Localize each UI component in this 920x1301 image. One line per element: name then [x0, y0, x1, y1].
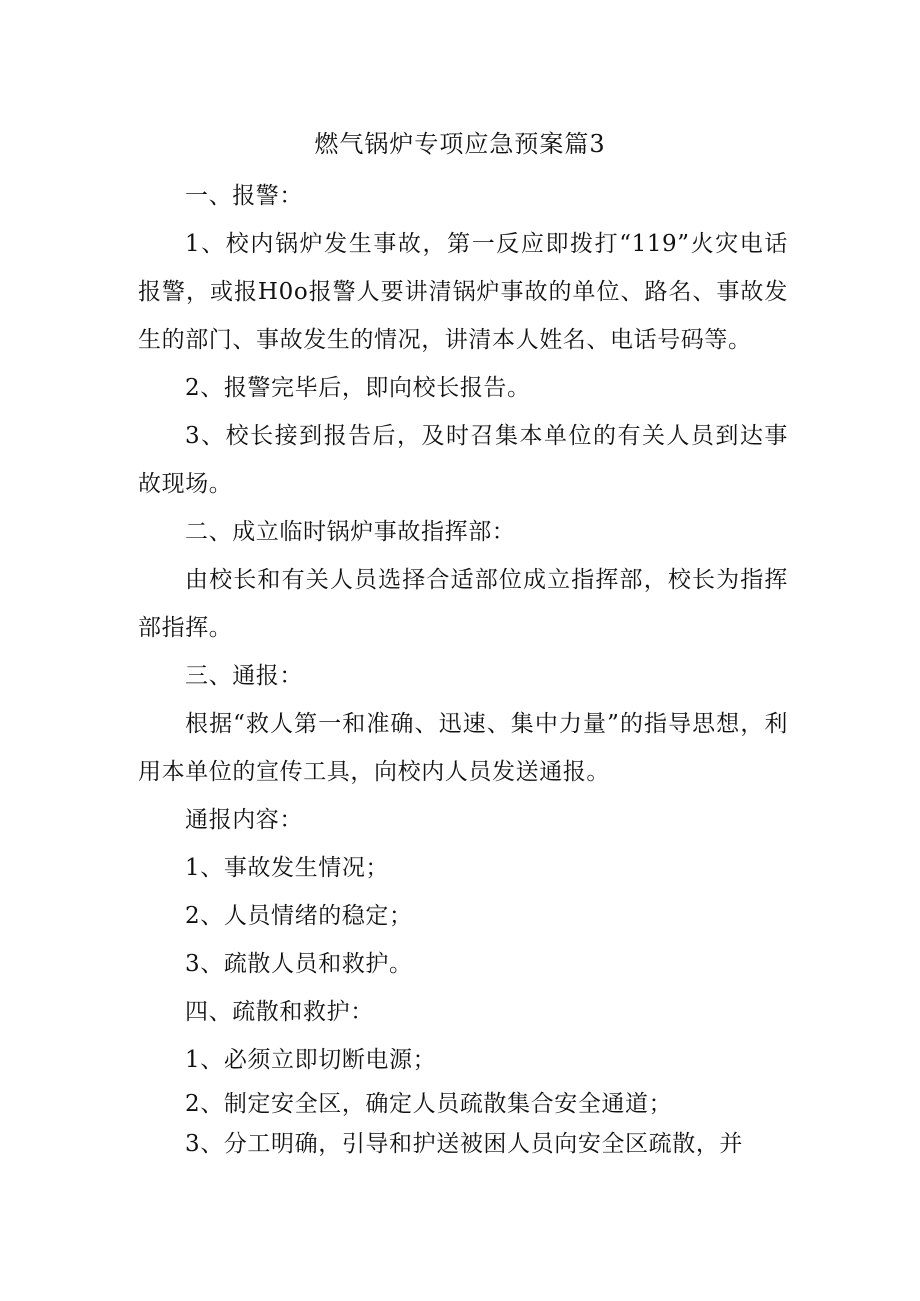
section-heading-alarm: 一、报警：	[185, 183, 303, 209]
document-body	[138, 172, 788, 1164]
paragraph: 1、校内锅炉发生事故，第一反应即拨打“119”火灾电话报警，或报H0o报警人要讲清锅炉事故的单位、路名、事故发生的部门、事故发生的情况，讲清本人姓名、电话号码等。	[138, 231, 788, 353]
document-title: 燃气锅炉专项应急预案篇3	[314, 130, 606, 158]
list-item: 3、分工明确，引导和护送被困人员向安全区疏散，并	[185, 1131, 744, 1157]
list-item: 1、事故发生情况；	[185, 855, 390, 881]
list-item: 2、制定安全区，确定人员疏散集合安全通道；	[185, 1091, 673, 1117]
section-heading-notification: 三、通报：	[185, 663, 303, 689]
paragraph: 3、校长接到报告后，及时召集本单位的有关人员到达事故现场。	[138, 423, 788, 497]
list-item: 2、人员情绪的稳定；	[185, 903, 413, 929]
list-item: 3、疏散人员和救护。	[185, 951, 413, 977]
paragraph: 根据“救人第一和准确、迅速、集中力量”的指导思想，利用本单位的宣传工具，向校内人员发送通报。	[138, 711, 788, 785]
paragraph: 通报内容：	[185, 807, 303, 833]
section-heading-evacuation: 四、疏散和救护：	[185, 999, 374, 1025]
list-item: 1、必须立即切断电源；	[185, 1047, 437, 1073]
section-heading-command: 二、成立临时锅炉事故指挥部：	[185, 519, 516, 545]
paragraph: 由校长和有关人员选择合适部位成立指挥部，校长为指挥部指挥。	[138, 567, 788, 641]
paragraph: 2、报警完毕后，即向校长报告。	[185, 375, 531, 401]
